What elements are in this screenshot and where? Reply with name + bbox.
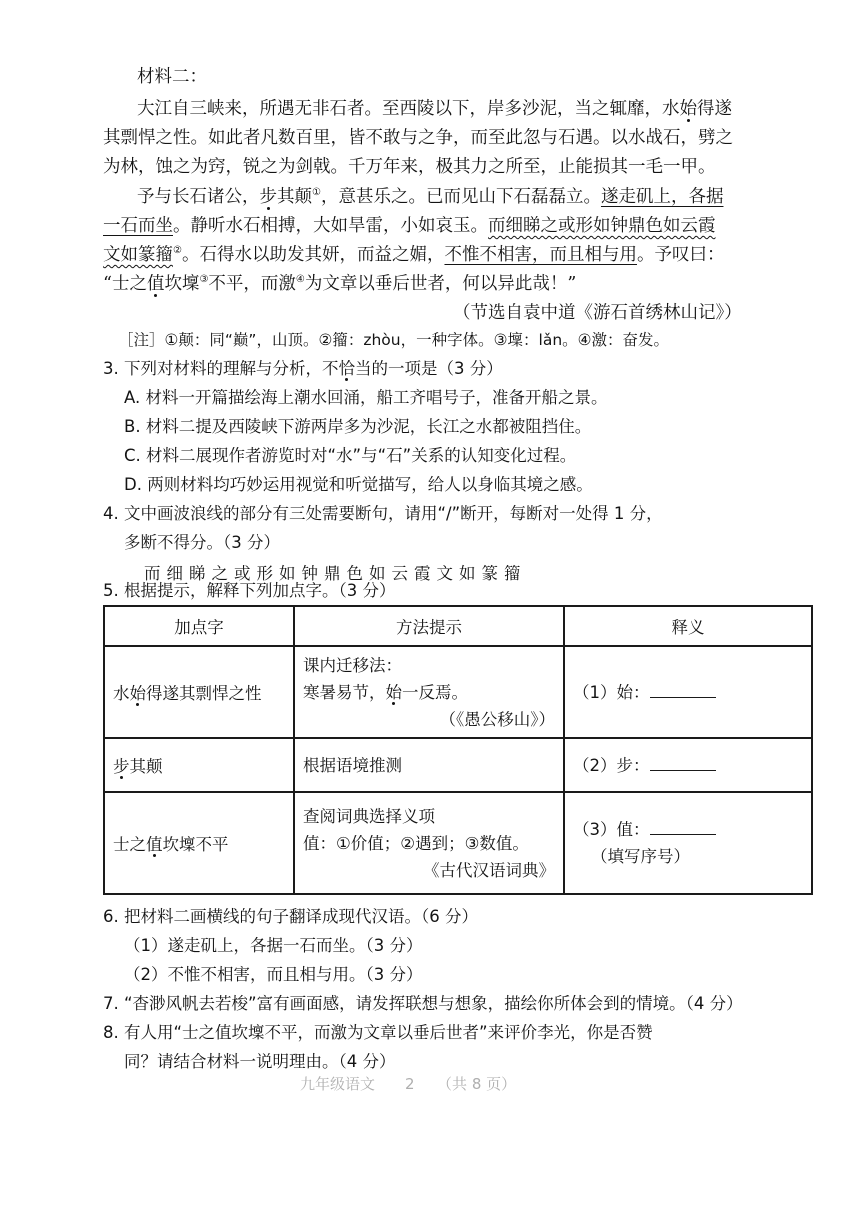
question-8-stem-cont: 同？请结合材料一说明理由。（4 分） — [124, 1052, 396, 1071]
cell-word: 步其颠 — [104, 738, 294, 792]
answer-blank[interactable] — [650, 754, 716, 771]
underlined-sentence: 不惟不相害，而且相与用 — [444, 245, 637, 265]
passage-source: （节选自袁中道《游石首绣林山记》） — [453, 303, 742, 323]
question-3-stem: 3. 下列对材料的理解与分析，不恰当的一项是（3 分） — [103, 359, 503, 378]
cell-method: 课内迁移法： 寒暑易节，始一反焉。 （《愚公移山》） — [294, 646, 564, 738]
question-5-stem: 5. 根据提示，解释下列加点字。（3 分） — [103, 581, 396, 600]
cell-method: 根据语境推测 — [294, 738, 564, 792]
cell-answer: （3）值： （填写序号） — [564, 792, 812, 894]
question-4-stem-cont: 多断不得分。（3 分） — [124, 533, 280, 552]
underlined-sentence: 遂走矶上，各据 — [600, 187, 724, 207]
passage-line: 文如篆籀②。石得水以助发其妍，而益之媚，不惟不相害，而且相与用。予叹曰： — [103, 245, 725, 265]
passage-line: “士之值坎壈③不平，而激④为文章以垂后世者，何以异此哉！” — [103, 274, 577, 294]
emphasis-dot-text: 不恰当 — [322, 359, 372, 378]
material-heading: 材料二： — [137, 67, 207, 87]
answer-blank[interactable] — [650, 818, 716, 835]
col-header-method: 方法提示 — [294, 606, 564, 646]
footnote-marker: ③ — [199, 274, 209, 286]
question-4-stem: 4. 文中画波浪线的部分有三处需要断句，请用“/”断开，每断对一处得 1 分， — [103, 504, 663, 523]
footnotes: ［注］①颠：同“巅”，山顶。②籀：zhòu，一种字体。③壈：lǎn。④激：奋发。 — [118, 331, 670, 349]
question-6-item-2: （2）不惟不相害，而且相与用。（3 分） — [124, 965, 423, 984]
footnote-marker: ② — [173, 245, 182, 257]
question-4-sentence: 而细睇之或形如钟鼎色如云霞文如篆籀 — [144, 564, 527, 583]
cell-method: 查阅词典选择义项 值：①价值；②遇到；③数值。 《古代汉语词典》 — [294, 792, 564, 894]
col-header-meaning: 释义 — [564, 606, 812, 646]
option-a: A. 材料一开篇描绘海上潮水回涌，船工齐唱号子，准备开船之景。 — [124, 388, 608, 407]
option-d: D. 两则材料均巧妙运用视觉和听觉描写，给人以身临其境之感。 — [124, 475, 593, 494]
cell-answer: （2）步： — [564, 738, 812, 792]
cell-answer: （1）始： — [564, 646, 812, 738]
passage-line: 一石而坐。静听水石相搏，大如旱雷，小如哀玉。而细睇之或形如钟鼎色如云霞 — [103, 216, 716, 236]
underlined-sentence: 一石而坐 — [103, 216, 173, 236]
question-6-stem: 6. 把材料二画横线的句子翻译成现代汉语。（6 分） — [103, 907, 478, 926]
answer-table — [103, 605, 813, 895]
wavy-underlined-sentence: 文如篆籀 — [103, 245, 173, 265]
question-8-stem: 8. 有人用“士之值坎壈不平，而激为文章以垂后世者”来评价李光，你是否赞 — [103, 1023, 653, 1042]
footnote-marker: ④ — [295, 274, 305, 286]
page-footer: 九年级语文 2 （共 8 页） — [300, 1075, 517, 1093]
cell-word: 士之值坎壈不平 — [104, 792, 294, 894]
option-b: B. 材料二提及西陵峡下游两岸多为沙泥，长江之水都被阻挡住。 — [124, 417, 592, 436]
answer-blank[interactable] — [650, 681, 716, 698]
option-c: C. 材料二展现作者游览时对“水”与“石”关系的认知变化过程。 — [124, 446, 577, 465]
table-row — [104, 646, 812, 738]
emphasis-dot-char: 始 — [679, 99, 697, 119]
emphasis-dot-char: 值 — [146, 274, 165, 294]
cell-word: 水始得遂其剽悍之性 — [104, 646, 294, 738]
passage-line: 为林，蚀之为窍，锐之为剑戟。千万年来，极其力之所至，止能损其一毛一甲。 — [103, 157, 716, 177]
passage-line: 其剽悍之性。如此者凡数百里，皆不敢与之争，而至此忽与石遇。以水战石，劈之 — [103, 128, 733, 148]
table-header-row — [104, 606, 812, 646]
passage-line: 大江自三峡来，所遇无非石者。至西陵以下，岸多沙泥，当之辄靡，水始得遂 — [137, 99, 732, 119]
footnote-marker: ① — [312, 187, 321, 199]
passage-line: 予与长石诸公，步其颠①，意甚乐之。已而见山下石磊磊立。遂走矶上，各据 — [137, 187, 724, 207]
question-6-item-1: （1）遂走矶上，各据一石而坐。（3 分） — [124, 936, 423, 955]
wavy-underlined-sentence: 而细睇之或形如钟鼎色如云霞 — [488, 216, 716, 236]
table-row — [104, 738, 812, 792]
question-7-stem: 7. “杳渺风帆去若梭”富有画面感，请发挥联想与想象，描绘你所体会到的情境。（4 分） — [103, 994, 743, 1013]
emphasis-dot-char: 步 — [259, 187, 277, 207]
col-header-word: 加点字 — [104, 606, 294, 646]
table-row — [104, 792, 812, 894]
